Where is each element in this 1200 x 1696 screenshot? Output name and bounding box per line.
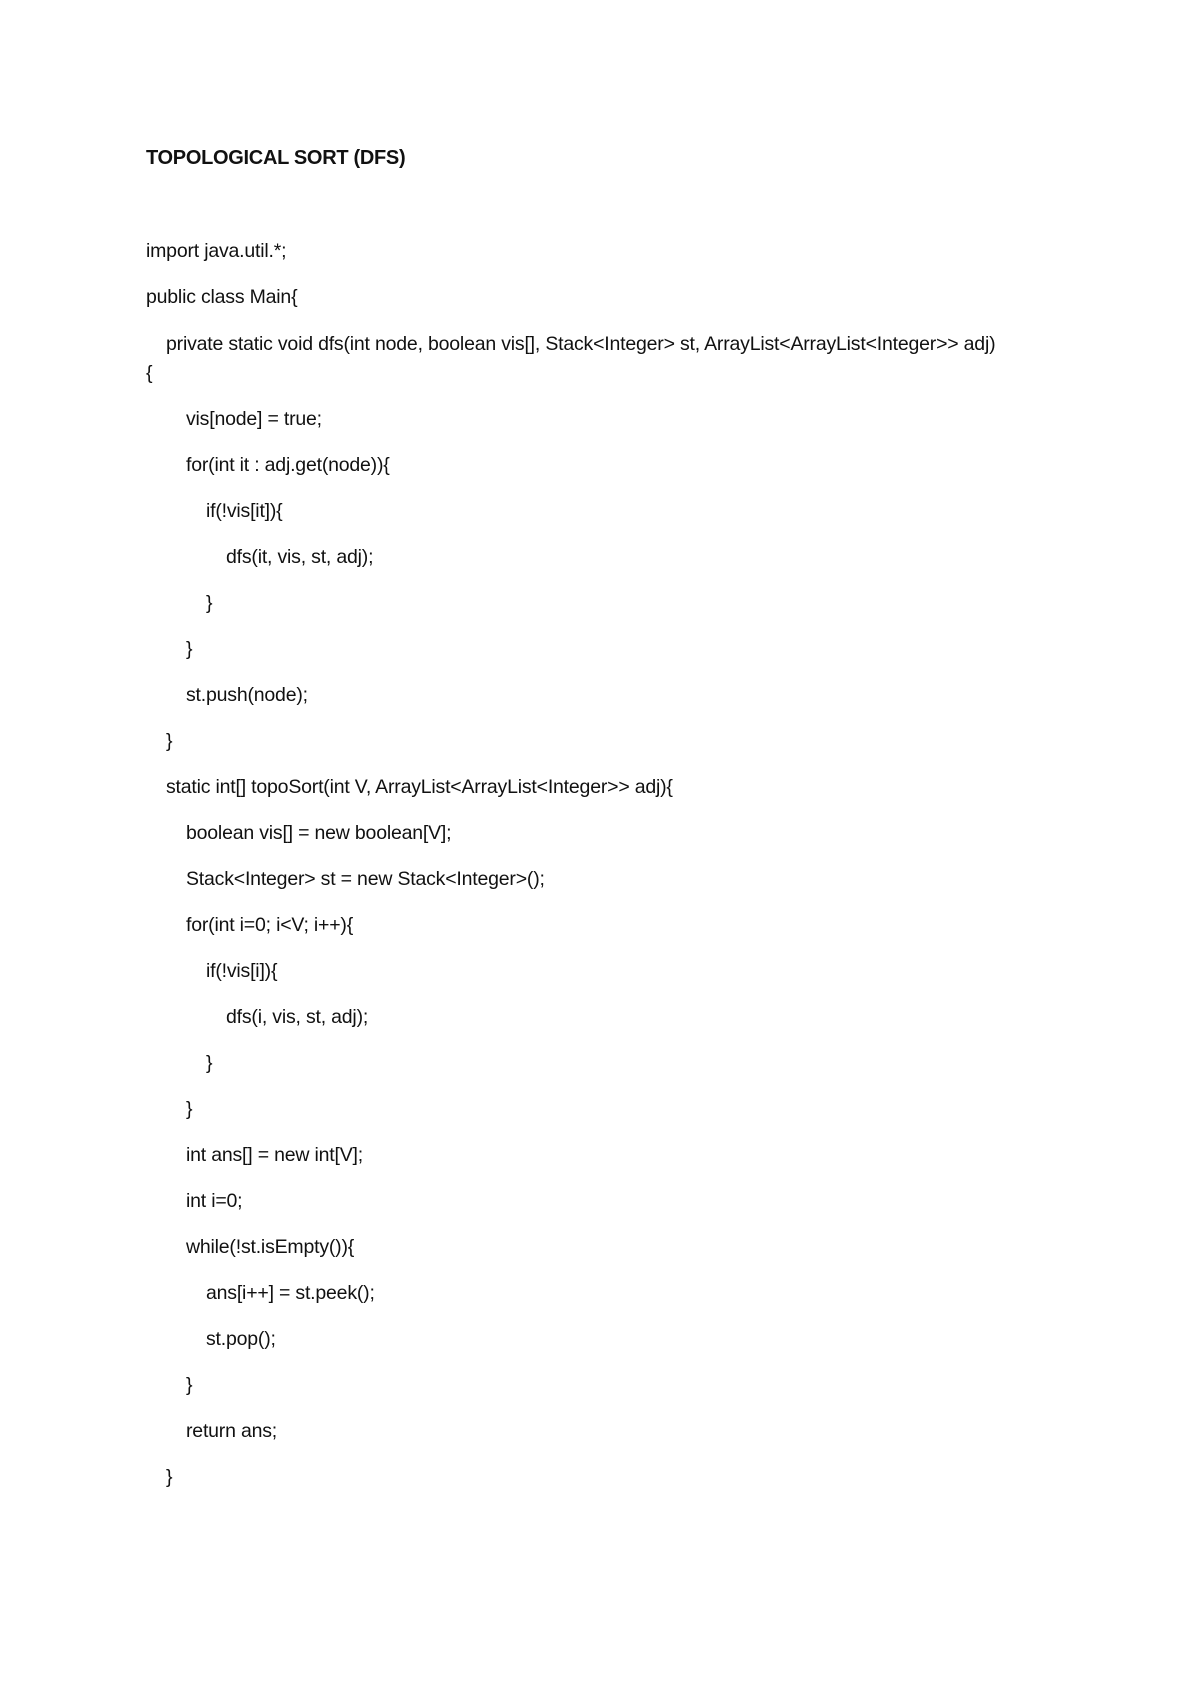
code-line: import java.util.*; xyxy=(146,240,287,262)
code-line: public class Main{ xyxy=(146,286,298,308)
code-line: return ans; xyxy=(186,1420,278,1442)
code-line: if(!vis[it]){ xyxy=(206,500,283,522)
code-line: boolean vis[] = new boolean[V]; xyxy=(186,822,452,844)
document-title: TOPOLOGICAL SORT (DFS) xyxy=(146,147,406,169)
code-line: while(!st.isEmpty()){ xyxy=(186,1236,355,1258)
code-line: dfs(i, vis, st, adj); xyxy=(226,1006,369,1028)
code-line: } xyxy=(186,1374,193,1396)
code-line: } xyxy=(206,592,213,614)
code-line: vis[node] = true; xyxy=(186,408,322,430)
code-line: int i=0; xyxy=(186,1190,243,1212)
code-line: { xyxy=(146,362,153,384)
code-line: if(!vis[i]){ xyxy=(206,960,278,982)
code-line: int ans[] = new int[V]; xyxy=(186,1144,363,1166)
code-line: st.push(node); xyxy=(186,684,308,706)
code-line: dfs(it, vis, st, adj); xyxy=(226,546,374,568)
code-line: Stack<Integer> st = new Stack<Integer>(); xyxy=(186,868,545,890)
code-line: private static void dfs(int node, boolean vis[], Stack<Integer> st, ArrayList<ArrayList<Integer>> adj) xyxy=(166,333,996,355)
code-line: st.pop(); xyxy=(206,1328,276,1350)
code-line: static int[] topoSort(int V, ArrayList<ArrayList<Integer>> adj){ xyxy=(166,776,673,798)
code-line: } xyxy=(166,1466,173,1488)
code-line: for(int it : adj.get(node)){ xyxy=(186,454,390,476)
code-line: } xyxy=(186,1098,193,1120)
code-line: } xyxy=(186,638,193,660)
code-line: for(int i=0; i<V; i++){ xyxy=(186,914,354,936)
code-line: ans[i++] = st.peek(); xyxy=(206,1282,375,1304)
code-line: } xyxy=(206,1052,213,1074)
code-line: } xyxy=(166,730,173,752)
